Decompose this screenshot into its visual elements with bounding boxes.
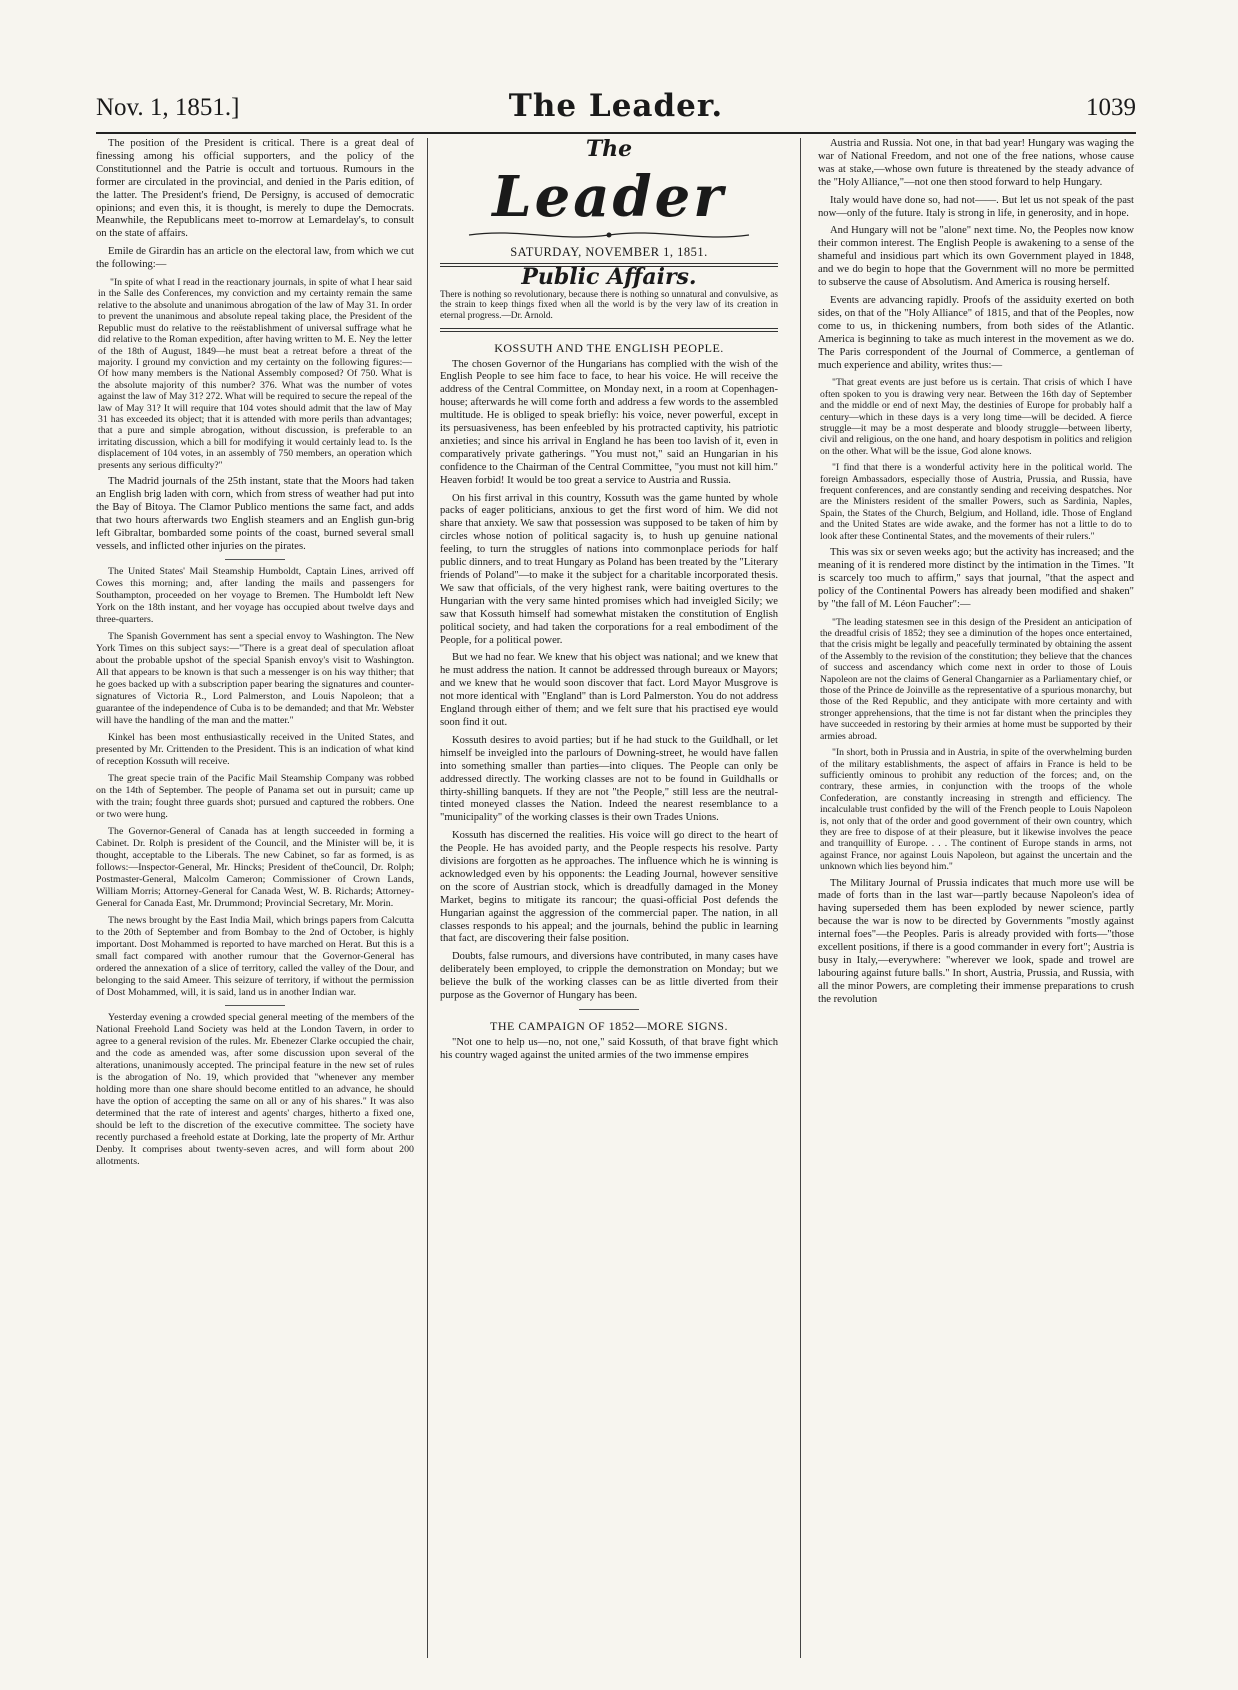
article-paragraph: And Hungary will not be "alone" next time. No, the Peoples now know their common interest. The English People is awakening to a sense of the shameful and insidious part which its own Government played in 1848, and we do begin to hope that the Government will no more be permitted to subserve the cause of Absolutism. And America is rousing herself. [818, 225, 1134, 289]
issue-date: Nov. 1, 1851.] [96, 94, 240, 121]
news-item: The Governor-General of Canada has at length succeeded in forming a Cabinet. Dr. Rolph is president of the Council, and the Minister will be, it is thought, acceptable to the Liberals. The new Cabinet, so far as formed, is as follows:—Inspector-General, Mr. Hincks; President of theCouncil, Dr. Rolph; Postmaster-General, Malcolm Cameron; Commissioner of Crown Lands, William Morris; Attorney-General for Canada West, W. B. Richards; Attorney-General for Canada East, Mr. Drummond; Provincial Secretary, Mr. Morin. [96, 826, 414, 910]
article-paragraph: Austria and Russia. Not one, in that bad year! Hungary was waging the war of National Freedom, and not one of the free nations, whose cause was at stake,—whose own future is threatened by the steady advance of the "Holy Alliance,"—not one then stood forward to help Hungary. [818, 138, 1134, 188]
article-paragraph: "Not one to help us—no, not one," said Kossuth, of that brave fight which his country waged against the united armies of the two immense empires [440, 1036, 778, 1061]
news-item: Kinkel has been most enthusiastically received in the United States, and presented by Mr. Crittenden to the President. This is an indication of what kind of reception Kossuth will receive. [96, 732, 414, 768]
column-right [818, 138, 1134, 1678]
column-center [440, 138, 778, 1678]
page-header [96, 82, 1136, 128]
article-paragraph: The Madrid journals of the 25th instant, state that the Moors had taken an English brig laden with corn, which from stress of weather had put into the Bay of Bitoya. The Clamor Publico mentions the same fact, and adds that two hours afterwards two English steamers and an English gun-brig left Gibraltar, bombarded some points of the coast, burned several small vessels, and inflicted other injuries on the pirates. [96, 475, 414, 552]
article-paragraph: The Military Journal of Prussia indicates that much more use will be made of forts than in the last war—partly because Napoleon's idea of having superseded them has been exploded by newer science, partly because the war is now to be directed by Governments "mostly against internal foes"—the Peoples. Paris is already provided with forts—"those excellent positions, if there is a good commander in every fort"; Austria is busy in Italy,—everywhere: "wherever we look, spade and trowel are labouring against future balls." In short, Austria, Prussia, and Russia, with all the minor Powers, are completing their immense preparations to crush the revolution [818, 877, 1134, 1005]
quoted-extract: "In spite of what I read in the reactionary journals, in spite of what I hear said in the Salle des Conferences, my conviction and my certainty remain the same relative to the absolute and unanimous abrogation of the law of May 31. In order to prevent the unanimous and absolute repeal taking place, the President of the Republic must do relative to the reëstablishment of universal suffrage what he did relative to the Roman expedition, after having written to M. E. Ney the letter of the 18th of August, 1849—he must beat a retreat before a threat of the majority. I ground my conviction and my certainty on the following figures:—Of how many members is the National Assembly composed? Of 750. What is the absolute majority of this number? 376. What was the number of votes against the law of May 31? 272. What will be required to secure the repeal of the law of May 31? It will require that 104 votes should admit that the law of May 31 has exceeded its object; that it is attended with more perils than advantages; that a pure and simple abrogation, without discussion, is preferable to an irritating discussion, which a bill for modifying it would certainly lead to. Is the displacement of 104 votes, in an assembly of 750 members, an operation which presents any serious difficulty?" [98, 277, 412, 471]
column-rule [800, 138, 801, 1658]
article-paragraph: Kossuth has discerned the realities. His voice will go direct to the heart of the People. He has avoided party, and the People respects his resolve. Party divisions are forgotten as he approaches. The influence which he is winning is acknowledged even by his opponents: the Leading Journal, however sensitive on the score of Austrian stock, which is dreadfully damaged in the Money Market, begins to mitigate its rancour; the quasi-official Post defends the Hungarian against the aggression of the commercial paper. The nation, in all classes responds to his appeal; and the journals, behind the public in learning that fact, are discovering their false position. [440, 830, 778, 945]
flourish-ornament [459, 228, 759, 242]
article-headline: KOSSUTH AND THE ENGLISH PEOPLE. [494, 340, 724, 355]
article-paragraph: Kossuth desires to avoid parties; but if he had stuck to the Guildhall, or let himself be inveigled into the parlours of Downing-street, he would have fallen into something smaller than parties—into cliques. The People can only be addressed directly. The working classes are not to be found in Guildhalls or thirty-shilling banquets. If they are not "the People," still less are the neutral-tinted moneyed classes the Nation. Indeed the nearest resemblance to a "municipality" of the working classes is their own Trades Unions. [440, 734, 778, 824]
article-paragraph: But we had no fear. We knew that his object was national; and we knew that he must address the nation. It cannot be addressed through bureaux or Mayors; and we knew that he would soon discover that fact. Lord Mayor Musgrove is not more identical with "England" than is Lord Palmerston. You do not address England through either of them; and we felt sure that his practised eye would soon find it out. [440, 652, 778, 728]
quoted-extract: "In short, both in Prussia and in Austria, in spite of the overwhelming burden of the military establishments, the aspect of affairs in France is held to be sufficiently ominous to prohibit any reduction of the forces; and, on the contrary, these armies, in conjunction with the troops of the whole Confederation, are constantly increasing in strength and efficiency. The incalculable trust confided by the will of the French people to Louis Napoleon is, not only that of the order and good government of their own country, which they are free to dispose of at their pleasure, but it likewise involves the peace and tranquillity of Europe. . . . The continent of Europe stands in arms, not against France, nor against Louis Napoleon, but against the uncertain and the unknown which lies beyond him." [820, 747, 1132, 873]
quoted-extract: "The leading statesmen see in this design of the President an anticipation of the dreadful crisis of 1852; they see a diminution of the hopes once entertained, that the crisis might be legally and peacefully terminated by obtaining the assent of the Assembly to the revision of the constitution; they believe that the chances of success and ascendancy which come next in order to those of Louis Napoleon are not the claims of General Changarnier as a Parliamentary chief, or those of the Prince de Joinville as the representative of a spurious monarchy, but those of the Red Republic, and they anticipate with more certainty and with stronger apprehensions, that the time is not far distant when the principles they have succeeded in restoring by their armies at home must be supported by their armies abroad. [820, 616, 1132, 742]
article-paragraph: Doubts, false rumours, and diversions have contributed, in many cases have deliberately been employed, to cripple the demonstration on Monday; but we believe the bulk of the working classes can be as little diverted from their purpose as the Governor of Hungary has been. [440, 951, 778, 1002]
article-paragraph: Italy would have done so, had not——. But let us not speak of the past now—only of the future. Italy is strong in life, in generosity, and in hope. [818, 194, 1134, 219]
epigraph: There is nothing so revolutionary, because there is nothing so unnatural and convulsive, as the strain to keep things fixed when all the world is by the very law of its creation in eternal progress.—Dr. Arnold. [440, 289, 778, 321]
column-rule [427, 138, 428, 1658]
article-paragraph: Emile de Girardin has an article on the electoral law, from which we cut the following:— [96, 246, 414, 271]
leader-banner [440, 138, 778, 259]
item-separator [579, 1009, 639, 1010]
article-paragraph: The chosen Governor of the Hungarians has complied with the wish of the English People to see him face to face, to hear his voice. He will receive the address of the Central Committee, on Monday next, in a room at Copenhagen-house; afterwards he will come forth and address a few words to the assembled multitude. He is obliged to speak briefly: his voice, never powerful, except in its persuasiveness, has been enfeebled by his protracted captivity, his patriotic anxieties; and since his arrival in England he has been too lavish of it, even in comparatively private gatherings. "You must not," said an Hungarian in his confidence to the Chairman of the Central Committee, "you must not kill him." Heaven forbid! It would be too great a service to Austria and Russia. [440, 358, 778, 486]
news-item: The great specie train of the Pacific Mail Steamship Company was robbed on the 14th of September. The people of Panama set out in pursuit; came up with the train; fought three guards shot; pursued and captured the robbers. One or two were hung. [96, 773, 414, 821]
item-separator [225, 559, 285, 560]
column-left [96, 138, 414, 1678]
quoted-extract: "I find that there is a wonderful activity here in the political world. The foreign Ambassadors, especially those of Austria, Prussia, and Russia, have frequent conferences, and are constantly sending and receiving despatches. Nor are the Ministers resident of the smaller Powers, such as Sardinia, Naples, Spain, the States of the Church, Belgium, and Holland, idle. Those of England and the United States are wide awake, and the former has not a little to do to look after these Continental States, and the movements of their rulers." [820, 462, 1132, 542]
quoted-extract: "That great events are just before us is certain. That crisis of which I have often spoken to you is drawing very near. Between the 16th day of September and the middle or end of next May, the destinies of Europe for probably half a century—which in these days is a very long time—will be decided. A fierce struggle—it may be a most desperate and bloody struggle—between liberty, civil and religious, on the one hand, and hoary despotism in politics and religion on the other. What will be the issue, God alone knows. [820, 377, 1132, 457]
article-paragraph: Events are advancing rapidly. Proofs of the assiduity exerted on both sides, on that of the "Holy Alliance" of 1815, and that of the Peoples, now come to us, in thickening numbers, from both sides of the Atlantic. America is beginning to take as much interest in the movement as we do. The Paris correspondent of the Journal of Commerce, a gentleman of much experience and ability, writes thus:— [818, 294, 1134, 371]
news-item: Yesterday evening a crowded special general meeting of the members of the National Freehold Land Society was held at the London Tavern, in order to agree to a general revision of the rules. Mr. Ebenezer Clarke occupied the chair, and the code as amended was, after some discussion upon several of the alterations, unanimously accepted. The principal feature in the new set of rules is the abrogation of No. 19, which provided that "whenever any member holding more than one share should become entitled to an advance, he should have the option of accepting the same on all or any of his shares." It was also determined that the rate of interest and agents' charges, hitherto a fixed one, should be left to the discretion of the executive committee. The society have recently purchased a freehold estate at Dorking, late the property of Mr. Arthur Denby. It comprises about twenty-seven acres, and will form about 200 allotments. [96, 1012, 414, 1168]
dateline: SATURDAY, NOVEMBER 1, 1851. [510, 245, 708, 259]
page-number: 1039 [1086, 94, 1136, 121]
news-item: The news brought by the East India Mail, which brings papers from Calcutta to the 20th of September and from Bombay to the 2nd of October, is highly important. Dost Mohammed is reported to have marched on Herat. But this is a small fact compared with another rumour that the Governor-General has ordered the annexation of a slice of territory, called the valley of the Dour, and belonging to the said Ameer. This seizure of territory, if without the permission of Dost Mohammed, will, it is said, land us in another Indian war. [96, 915, 414, 999]
article-paragraph: This was six or seven weeks ago; but the activity has increased; and the meaning of it is rendered more distinct by the intimation in the Times. "It is scarcely too much to affirm," says that journal, "that the aspect and policy of the Continental Powers has already been modified and shaken" by "the fall of M. Léon Faucher":— [818, 547, 1134, 610]
news-item: The United States' Mail Steamship Humboldt, Captain Lines, arrived off Cowes this morning; and, after landing the mails and passengers for Southampton, proceeded on her voyage to Bremen. The Humboldt left New York on the 18th instant, and her voyage has occupied about twelve days and three-quarters. [96, 566, 414, 626]
header-rule [96, 132, 1136, 134]
section-title: Public Affairs. [521, 263, 697, 290]
article-paragraph: On his first arrival in this country, Kossuth was the game hunted by whole packs of eager politicians, anxious to get the first word of him. We did not share that anxiety. We saw that possession was supposed to be taken of him by circles whose notion of political sagacity is, to hush up genuine national feeling, to turn the struggles of nations into commonplace periods for half public dinners, and to treat Hungary as Poland has been treated by the "Literary friends of Poland"—to make it the subject for a charitable incorporated thesis. We saw that officials, of the very highest rank, were baiting overtures to the Hungarian with the very same hinted promises which had inveigled Sicily; we saw that Kossuth himself had somewhat mistaken the constitution of English political society, and had taken the corporations for a real embodiment of the People, for a political power. [440, 492, 778, 646]
banner-title: Leader [492, 164, 726, 230]
banner-the: The [585, 138, 633, 162]
item-separator [225, 1005, 285, 1006]
news-item: The Spanish Government has sent a special envoy to Washington. The New York Times on this subject says:—"There is a great deal of speculation afloat about the probable upshot of the special Spanish envoy's visit to Washington. All that appears to be known is that such a messenger is on his way thither; that he goes backed up with a subscription paper bearing the signatures and counter-signatures of Victoria R., Lord Palmerston, and Louis Napoleon; that a guarantee of the independence of Cuba is to be demanded; and that Mr. Webster will have the handling of the man and the matter." [96, 631, 414, 727]
article-paragraph: The position of the President is critical. There is a great deal of finessing among his official supporters, and the policy of the Constitutionnel and the Patrie is occult and tortuous. Rumours in the former are circulated in the provincial, and denied in the Paris edition, of the latter. The President's friend, De Persigny, is accused of democratic opinions; and even this, it is thought, is merely to dupe the Democrats. Meanwhile, the Republicans meet to-morrow at Lemardelay's, to consult on the state of affairs. [96, 138, 414, 240]
double-rule [440, 328, 778, 332]
masthead-title: The Leader. [508, 88, 724, 124]
article-headline: THE CAMPAIGN OF 1852—MORE SIGNS. [490, 1019, 728, 1033]
